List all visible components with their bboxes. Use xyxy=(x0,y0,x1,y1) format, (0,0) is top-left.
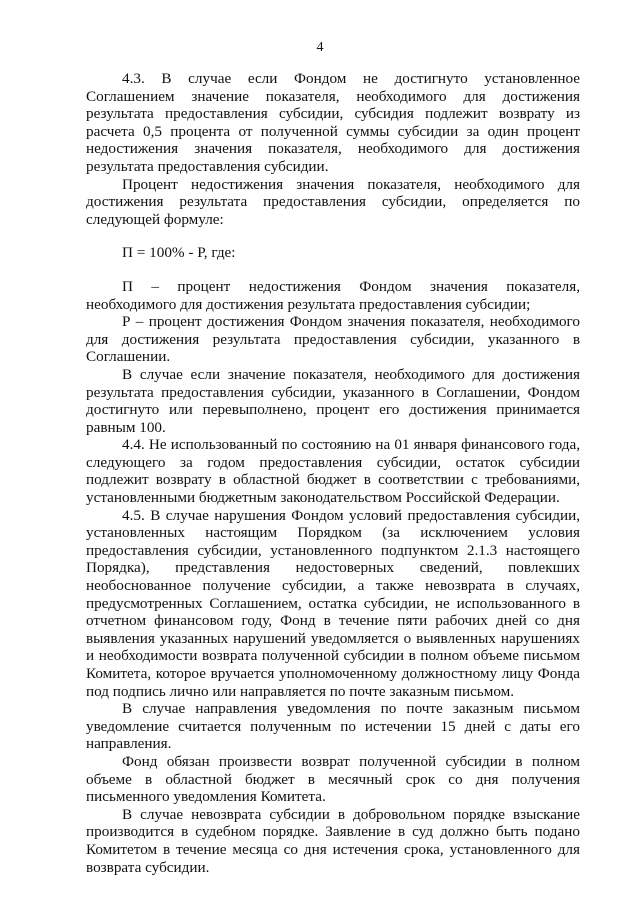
document-body xyxy=(86,70,580,876)
paragraph-return-obligation: Фонд обязан произвести возврат полученной субсидии в полном объеме в областной бюджет в месячный срок со дня получения письменного уведомления Комитета. xyxy=(86,752,580,806)
paragraph-mail-notice: В случае направления уведомления по почте заказным письмом уведомление считается полученным по истечении 15 дней с даты его направления. xyxy=(86,700,580,753)
paragraph-overachievement: В случае если значение показателя, необходимого для достижения результата предоставления субсидии, указанного в Соглашении, Фондом достигнуто или перевыполнено, процент его достижения принимается равным 100. xyxy=(86,365,580,436)
paragraph-r-definition: Р – процент достижения Фондом значения показателя, необходимого для достижения результата предоставления субсидии, указанного в Соглашении. xyxy=(86,313,580,366)
paragraph-percent-definition: Процент недостижения значения показателя, необходимого для достижения результата предоставления субсидии, определяется по следующей формуле: xyxy=(86,175,580,228)
formula: П = 100% - Р, где: xyxy=(122,244,236,262)
paragraph-4-4: 4.4. Не использованный по состоянию на 01 января финансового года, следующего за годом предоставления субсидии, остаток субсидии подлежит возврату в областной бюджет в соответствии с требованиями, установленными бюджетным законодательством Российской Федерации. xyxy=(86,436,580,507)
paragraph-p-definition: П – процент недостижения Фондом значения показателя, необходимого для достижения результата предоставления субсидии; xyxy=(86,277,580,313)
paragraph-4-3: 4.3. В случае если Фондом не достигнуто установленное Соглашением значение показателя, необходимого для достижения результата предоставления субсидии, субсидия подлежит возврату из расчета 0,5 процента от полученной суммы субсидии за один процент недостижения значения показателя, необходимого для достижения результата предоставления субсидии. xyxy=(86,70,580,175)
paragraph-4-5: 4.5. В случае нарушения Фондом условий предоставления субсидии, установленных настоящим Порядком (за исключением условия предоставления субсидии, установленного подпунктом 2.1.3 настоящего Порядка), представления недостоверных сведений, повлекших необоснованное получение субсидии, а также невозврата в случаях, предусмотренных Соглашением, остатка субсидии, не использованного в отчетном финансовом году, Фонд в течение пяти рабочих дней со дня выявления указанных нарушений уведомляется о выявленных нарушениях и необходимости возврата полученной субсидии в полном объеме письмом Комитета, которое вручается уполномоченному должностному лицу Фонда под подпись лично или направляется по почте заказным письмом. xyxy=(86,506,580,700)
paragraph-court-recovery: В случае невозврата субсидии в добровольном порядке взыскание производится в судебном порядке. Заявление в суд должно быть подано Комитетом в течение месяца со дня истечения срока, установленного для возврата субсидии. xyxy=(86,805,580,876)
page-number: 4 xyxy=(316,40,324,55)
